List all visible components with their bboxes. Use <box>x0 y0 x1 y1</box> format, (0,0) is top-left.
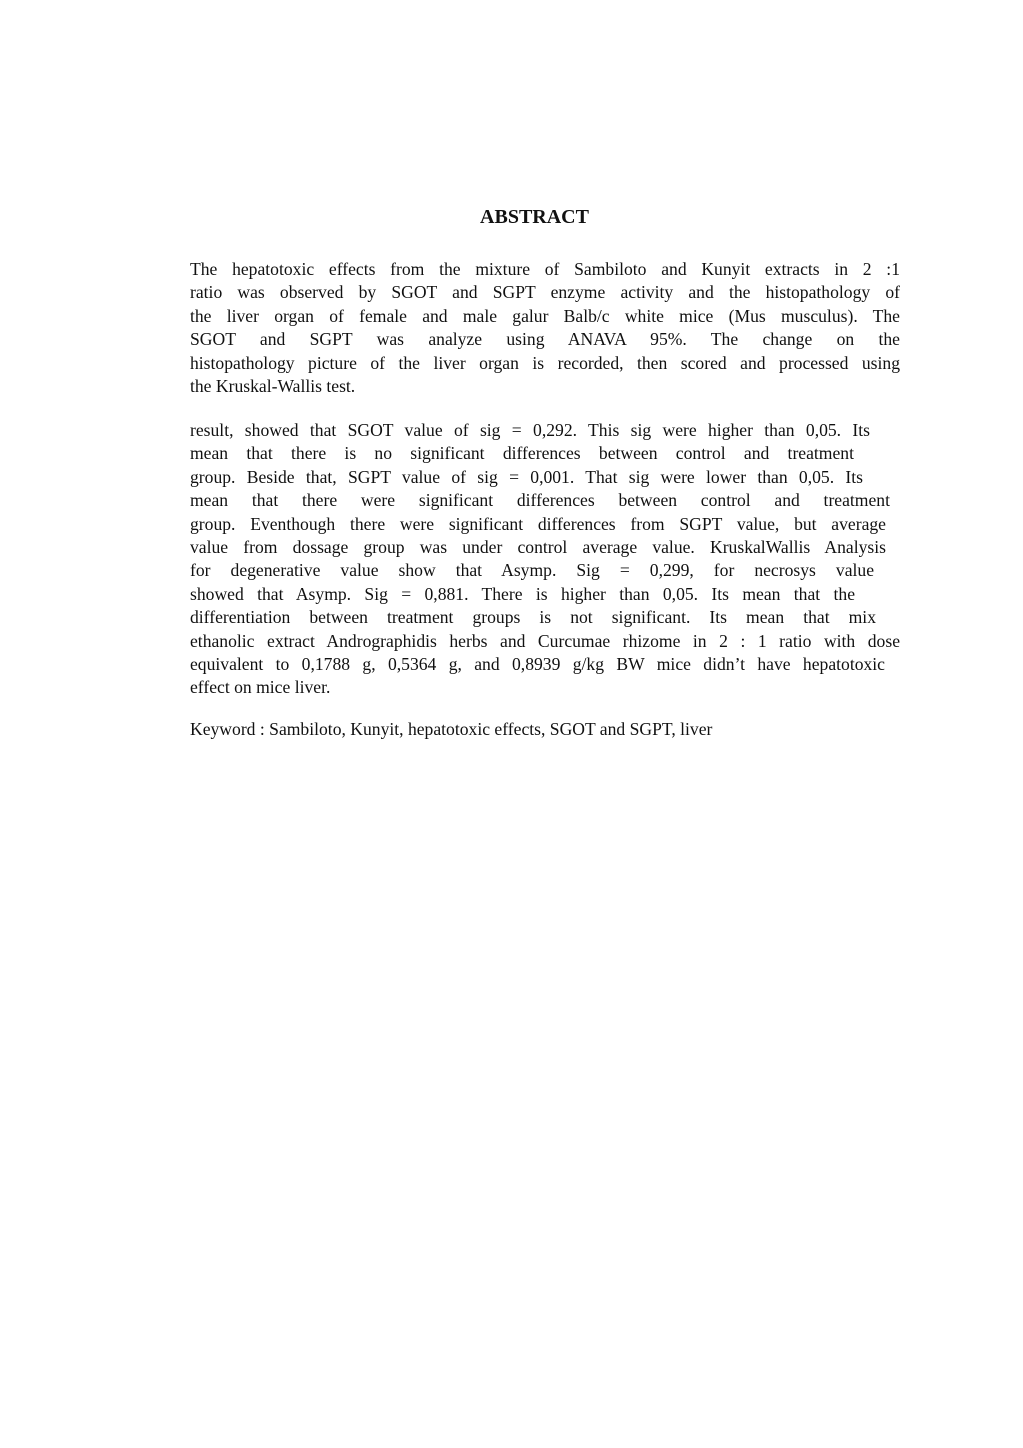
text-line: effect on mice liver. <box>190 677 331 698</box>
text-line: ethanolic extract Andrographidis herbs and Curcumae rhizome in 2 : 1 ratio with dose <box>190 630 900 651</box>
keywords-text: Keyword : Sambiloto, Kunyit, hepatotoxic effects, SGOT and SGPT, liver <box>190 719 713 739</box>
text-line: the liver organ of female and male galur Balb/c white mice (Mus musculus). The <box>190 305 900 326</box>
text-line: the Kruskal-Wallis test. <box>190 376 356 397</box>
text-line: SGOT and SGPT was analyze using ANAVA 95%. The change on the <box>190 329 900 350</box>
abstract-title: ABSTRACT <box>480 206 589 228</box>
text-line: group. Eventhough there were significant differences from SGPT value, but average <box>190 513 886 534</box>
text-line: differentiation between treatment groups is not significant. Its mean that mix <box>190 607 876 628</box>
text-line: mean that there were significant differences between control and treatment <box>190 490 890 511</box>
text-line: for degenerative value show that Asymp. Sig = 0,299, for necrosys value <box>190 560 874 581</box>
text-line: result, showed that SGOT value of sig = 0,292. This sig were higher than 0,05. Its <box>190 420 870 440</box>
abstract-paragraph-1 <box>190 258 900 398</box>
abstract-paragraph-2 <box>190 419 900 700</box>
text-line: ratio was observed by SGOT and SGPT enzyme activity and the histopathology of <box>190 282 900 303</box>
text-line: mean that there is no significant differences between control and treatment <box>190 443 854 464</box>
text-line: equivalent to 0,1788 g, 0,5364 g, and 0,8939 g/kg BW mice didn’t have hepatotoxic <box>190 654 885 675</box>
keywords-line <box>190 718 900 741</box>
text-line: group. Beside that, SGPT value of sig = 0,001. That sig were lower than 0,05. Its <box>190 466 863 487</box>
text-line: showed that Asymp. Sig = 0,881. There is higher than 0,05. Its mean that the <box>190 583 855 604</box>
text-line: value from dossage group was under control average value. KruskalWallis Analysis <box>190 537 886 558</box>
text-line: The hepatotoxic effects from the mixture of Sambiloto and Kunyit extracts in 2 :1 <box>190 259 900 279</box>
text-line: histopathology picture of the liver organ is recorded, then scored and processed using <box>190 352 900 373</box>
